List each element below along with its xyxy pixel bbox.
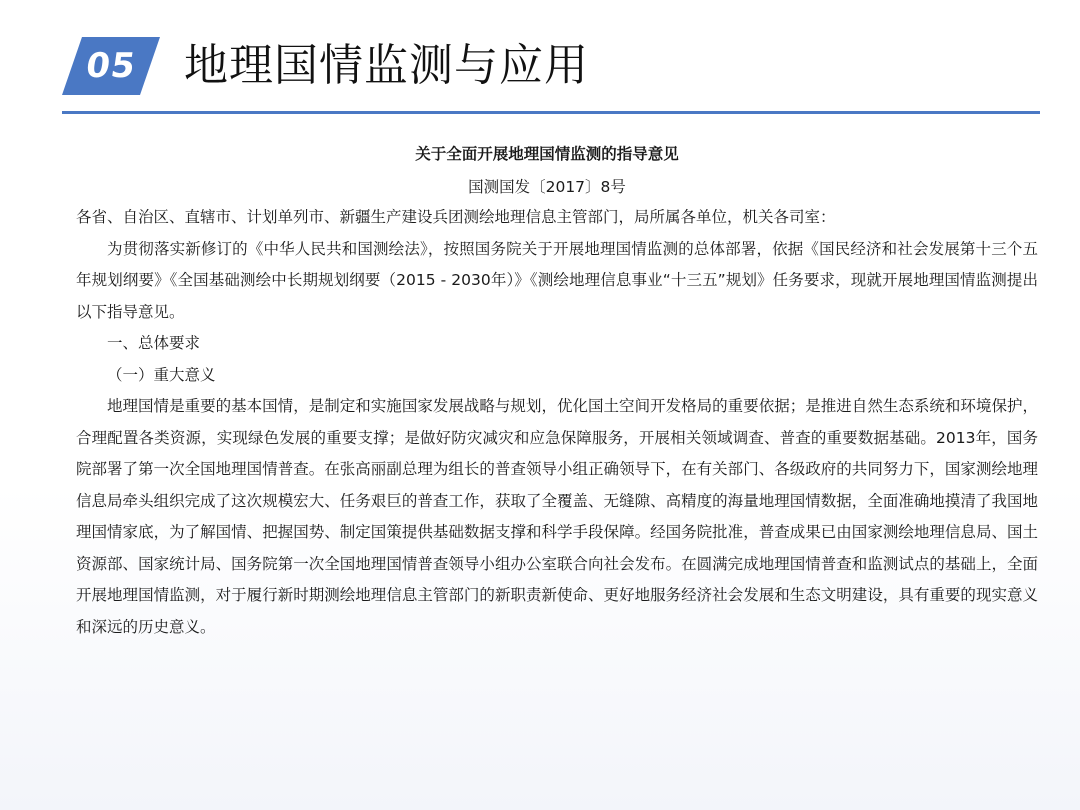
- document-body: [76, 136, 1038, 643]
- significance-paragraph: 地理国情是重要的基本国情，是制定和实施国家发展战略与规划，优化国土空间开发格局的重要依据；是推进自然生态系统和环境保护，合理配置各类资源，实现绿色发展的重要支撑；是做好防灾减灾和应急保障服务，开展相关领域调查、普查的重要数据基础。2013年，国务院部署了第一次全国地理国情普查。在张高丽副总理为组长的普查领导小组正确领导下，在有关部门、各级政府的共同努力下，国家测绘地理信息局牵头组织完成了这次规模宏大、任务艰巨的普查工作，获取了全覆盖、无缝隙、高精度的海量地理国情数据，全面准确地摸清了我国地理国情家底，为了解国情、把握国势、制定国策提供基础数据支撑和科学手段保障。经国务院批准，普查成果已由国家测绘地理信息局、国土资源部、国家统计局、国务院第一次全国地理国情普查领导小组办公室联合向社会发布。在圆满完成地理国情普查和监测试点的基础上，全面开展地理国情监测，对于履行新时期测绘地理信息主管部门的新职责新使命、更好地服务经济社会发展和生态文明建设，具有重要的现实意义和深远的历史意义。: [76, 397, 1038, 636]
- section-heading-1: 一、总体要求: [107, 334, 201, 352]
- addressee-line: 各省、自治区、直辖市、计划单列市、新疆生产建设兵团测绘地理信息主管部门，局所属各单位，机关各司室：: [76, 208, 836, 226]
- section-number-badge: [62, 37, 160, 95]
- header-divider: [62, 111, 1040, 114]
- document-number: 国测国发〔2017〕8号: [468, 178, 626, 196]
- section-heading-2: （一）重大意义: [107, 365, 216, 384]
- intro-paragraph: 为贯彻落实新修订的《中华人民共和国测绘法》，按照国务院关于开展地理国情监测的总体部署，依据《国民经济和社会发展第十三个五年规划纲要》《全国基础测绘中长期规划纲要（2015 - 2030年）》《测绘地理信息事业“十三五”规划》任务要求，现就开展地理国情监测提出以下指导意见。: [76, 239, 1038, 321]
- section-header: [62, 34, 589, 98]
- document-title: 关于全面开展地理国情监测的指导意见: [415, 145, 679, 163]
- section-number: 05: [83, 46, 139, 86]
- page-title: 地理国情监测与应用: [184, 40, 589, 91]
